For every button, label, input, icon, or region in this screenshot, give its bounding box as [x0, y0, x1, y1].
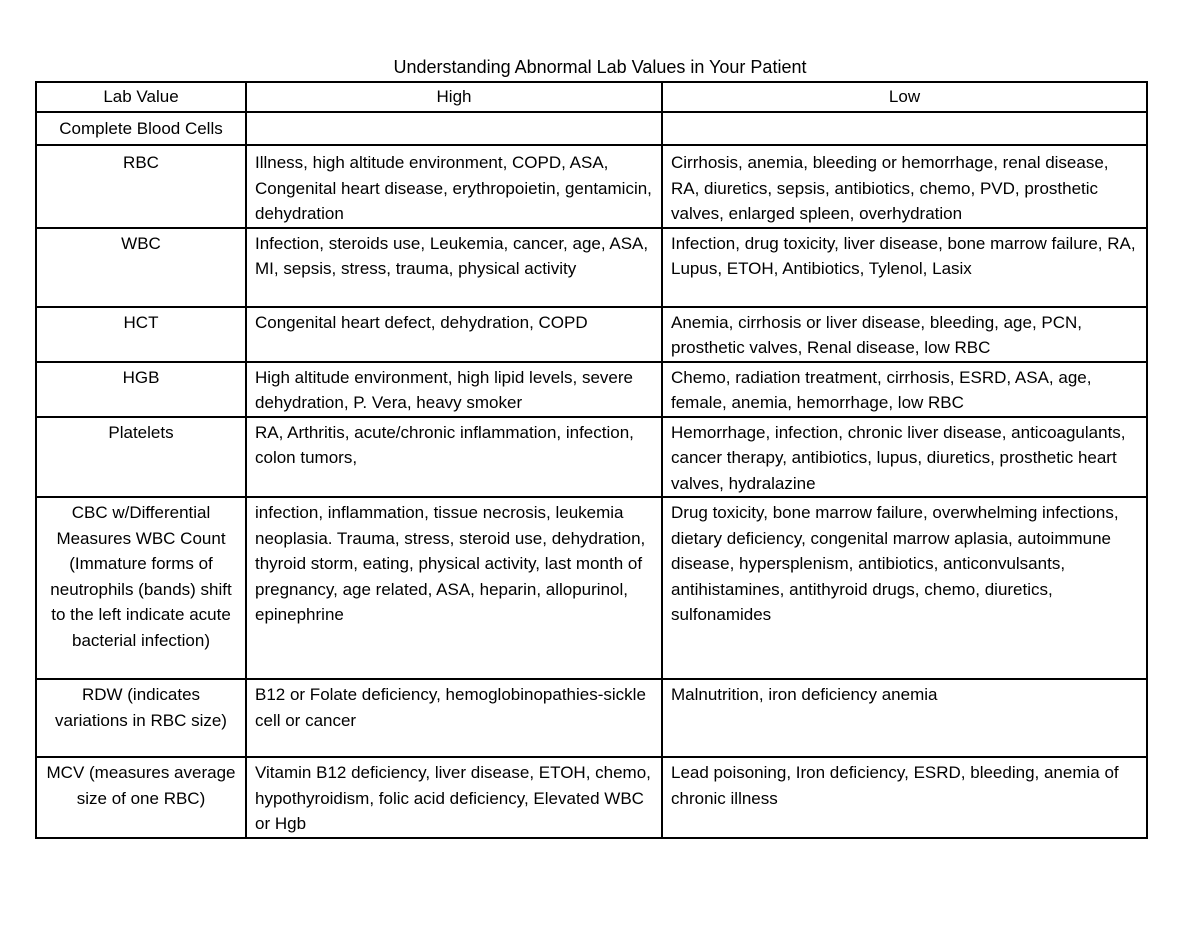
table-row: [36, 757, 1147, 838]
high-cell: Infection, steroids use, Leukemia, cancer, age, ASA, MI, sepsis, stress, trauma, physical activity: [246, 228, 662, 307]
column-header-lab-value: Lab Value: [36, 82, 246, 112]
table-row: [36, 417, 1147, 498]
lab-value-cell: WBC: [36, 228, 246, 307]
table-row: [36, 497, 1147, 679]
high-cell: High altitude environment, high lipid levels, severe dehydration, P. Vera, heavy smoker: [246, 362, 662, 417]
lab-value-cell: Platelets: [36, 417, 246, 498]
high-cell: Illness, high altitude environment, COPD, ASA, Congenital heart disease, erythropoietin, gentamicin, dehydration: [246, 145, 662, 228]
high-cell: Vitamin B12 deficiency, liver disease, ETOH, chemo, hypothyroidism, folic acid deficiency, Elevated WBC or Hgb: [246, 757, 662, 838]
table-row: [36, 145, 1147, 228]
table-row: [36, 228, 1147, 307]
lab-value-cell: MCV (measures average size of one RBC): [36, 757, 246, 838]
column-header-low: Low: [662, 82, 1147, 112]
lab-value-cell: RBC: [36, 145, 246, 228]
table-row: [36, 307, 1147, 362]
low-cell: Anemia, cirrhosis or liver disease, bleeding, age, PCN, prosthetic valves, Renal disease, low RBC: [662, 307, 1147, 362]
table-row: [36, 112, 1147, 145]
high-cell: B12 or Folate deficiency, hemoglobinopathies-sickle cell or cancer: [246, 679, 662, 757]
lab-value-cell: HGB: [36, 362, 246, 417]
lab-value-cell: Complete Blood Cells: [36, 112, 246, 145]
lab-value-cell: CBC w/Differential Measures WBC Count (Immature forms of neutrophils (bands) shift to the left indicate acute bacterial infection): [36, 497, 246, 679]
low-cell: Drug toxicity, bone marrow failure, overwhelming infections, dietary deficiency, congenital marrow aplasia, autoimmune disease, hypersplenism, antibiotics, anticonvulsants, antihistamines, antithyroid drugs, chemo, diuretics, sulfonamides: [662, 497, 1147, 679]
lab-value-cell: RDW (indicates variations in RBC size): [36, 679, 246, 757]
table-row: [36, 679, 1147, 757]
high-cell: infection, inflammation, tissue necrosis, leukemia neoplasia. Trauma, stress, steroid use, dehydration, thyroid storm, eating, physical activity, last month of pregnancy, age related, ASA, heparin, allopurinol, epinephrine: [246, 497, 662, 679]
page-title: Understanding Abnormal Lab Values in Your Patient: [393, 57, 807, 77]
low-cell: Malnutrition, iron deficiency anemia: [662, 679, 1147, 757]
high-cell: RA, Arthritis, acute/chronic inflammation, infection, colon tumors,: [246, 417, 662, 498]
high-cell: Congenital heart defect, dehydration, COPD: [246, 307, 662, 362]
low-cell: Lead poisoning, Iron deficiency, ESRD, bleeding, anemia of chronic illness: [662, 757, 1147, 838]
low-cell: Chemo, radiation treatment, cirrhosis, ESRD, ASA, age, female, anemia, hemorrhage, low RBC: [662, 362, 1147, 417]
low-cell: Hemorrhage, infection, chronic liver disease, anticoagulants, cancer therapy, antibiotics, lupus, diuretics, prosthetic heart valves, hydralazine: [662, 417, 1147, 498]
table-header-row: [36, 82, 1147, 112]
column-header-high: High: [246, 82, 662, 112]
lab-value-cell: HCT: [36, 307, 246, 362]
low-cell: Infection, drug toxicity, liver disease, bone marrow failure, RA, Lupus, ETOH, Antibiotics, Tylenol, Lasix: [662, 228, 1147, 307]
table-row: [36, 362, 1147, 417]
high-cell: [246, 112, 662, 145]
lab-values-table: [35, 81, 1148, 839]
low-cell: [662, 112, 1147, 145]
low-cell: Cirrhosis, anemia, bleeding or hemorrhage, renal disease, RA, diuretics, sepsis, antibiotics, chemo, PVD, prosthetic valves, enlarged spleen, overhydration: [662, 145, 1147, 228]
